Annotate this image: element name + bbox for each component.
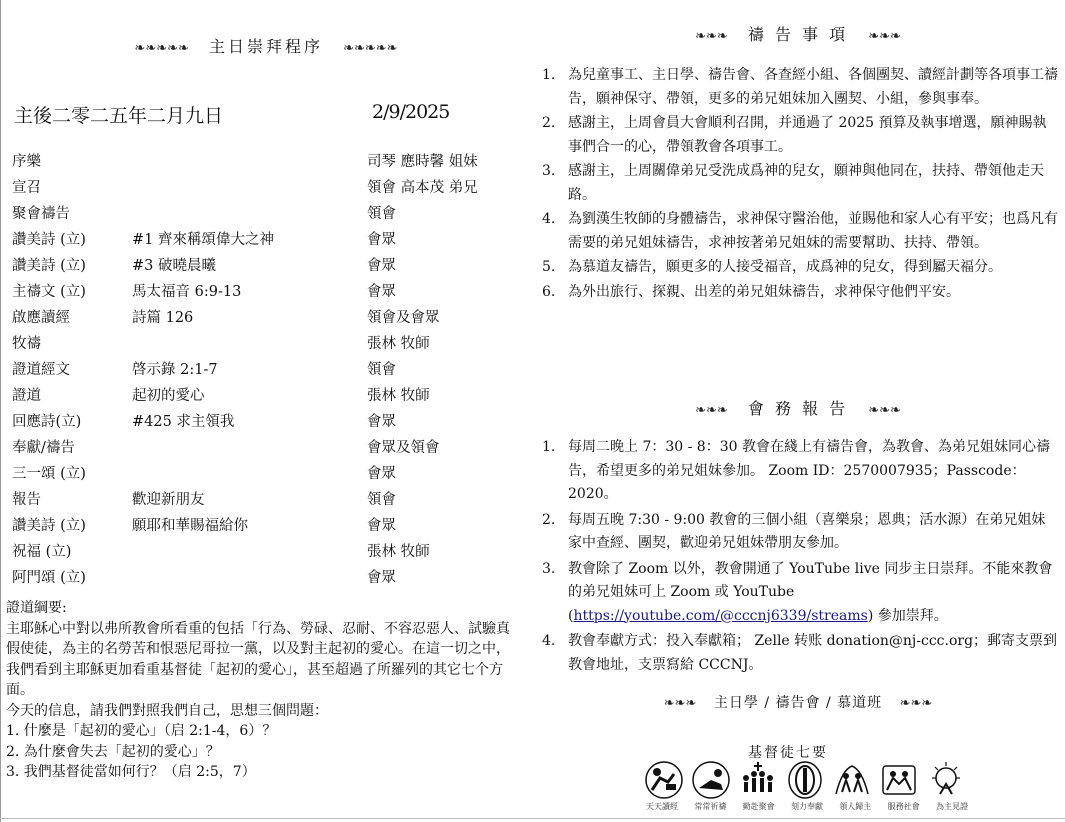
prayer-title bbox=[538, 22, 1058, 45]
program-row bbox=[12, 514, 522, 540]
prayer-list bbox=[538, 64, 1058, 305]
program-person: 領會 bbox=[367, 362, 396, 378]
program-person: 領會 bbox=[367, 492, 396, 508]
prayer-icon bbox=[691, 760, 731, 800]
program-list bbox=[12, 150, 522, 592]
prayer-item bbox=[538, 208, 1058, 255]
item-text: 感謝主，上周關偉弟兄受洗成爲神的兒女，願神與他同在，扶持、帶領他走天路。 bbox=[568, 163, 1044, 203]
program-row bbox=[12, 384, 522, 410]
program-person: 會眾 bbox=[367, 466, 396, 482]
program-item: 讚美詩 (立) bbox=[12, 232, 86, 248]
prayer-title-text: 禱 告 事 項 bbox=[747, 25, 849, 44]
program-person: 會眾 bbox=[367, 570, 396, 586]
ornament-left: ❧❧❧ bbox=[663, 696, 697, 711]
item-text: 為慕道友禱告，願更多的人接受福音，成爲神的兒女，得到屬天福分。 bbox=[568, 259, 1002, 275]
item-text: 為劉漢生牧師的身體禱告，求神保守醫治他，並賜他和家人心有平安；也爲凡有需要的弟兄姐妹禱告，求神按著弟兄姐妹的需要幫助、扶持、帶領。 bbox=[568, 211, 1058, 251]
item-text: 教會除了 Zoom 以外，教會開通了 YouTube live 同步主日崇拜。不能來教會的弟兄姐妹可上 Zoom 或 YouTube ( bbox=[568, 560, 1053, 624]
item-text: ) 參加崇拜。 bbox=[867, 607, 948, 624]
program-person: 會眾 bbox=[367, 518, 396, 534]
service-date bbox=[14, 101, 514, 127]
program-row bbox=[12, 306, 522, 332]
seven-essentials-title: 基督徒七要 bbox=[748, 745, 828, 761]
program-detail: #1 齊來稱頌偉大之神 bbox=[132, 232, 274, 248]
program-row bbox=[12, 202, 522, 228]
program-detail: #425 求主領我 bbox=[132, 414, 235, 430]
program-person: 會眾 bbox=[367, 284, 396, 300]
caption: 刻力奉獻 bbox=[790, 802, 823, 811]
worship-program-panel bbox=[6, 0, 526, 822]
program-item: 聚會禱告 bbox=[12, 206, 70, 222]
item-text: 為外出旅行、探親、出差的弟兄姐妹禱告，求神保守他們平安。 bbox=[568, 283, 960, 300]
item-number: 3. bbox=[542, 560, 556, 577]
item-number: 2. bbox=[542, 115, 556, 131]
program-item: 三一頌 (立) bbox=[12, 466, 86, 482]
church-news-item bbox=[538, 630, 1058, 677]
program-person: 領會及會眾 bbox=[367, 310, 440, 326]
program-row bbox=[12, 540, 522, 566]
item-text: 為兒童事工、主日學、禱告會、各查經小組、各個團契、讀經計劃等各項事工禱告，願神保守、帶領，更多的弟兄姐妹加入團契、小組，參與事奉。 bbox=[568, 67, 1058, 107]
caption: 勤赴聚會 bbox=[742, 802, 775, 811]
church-news-item bbox=[538, 558, 1058, 629]
youtube-link[interactable]: https://youtube.com/@cccnj6339/streams bbox=[573, 607, 868, 624]
caption: 領人歸主 bbox=[839, 802, 872, 811]
item-number: 2. bbox=[542, 511, 556, 528]
program-item: 回應詩(立) bbox=[12, 414, 82, 430]
program-detail: #3 破曉晨曦 bbox=[132, 258, 216, 274]
caption: 為主見證 bbox=[935, 802, 968, 811]
ornament-right: ❧❧❧❧❧ bbox=[343, 41, 398, 56]
program-person: 張林 牧師 bbox=[367, 336, 430, 352]
ornament-left: ❧❧❧ bbox=[695, 29, 728, 44]
witness-icon bbox=[926, 760, 966, 800]
program-row bbox=[12, 488, 522, 514]
date-numeric: 2/9/2025 bbox=[372, 101, 450, 123]
prayer-item bbox=[538, 160, 1058, 207]
item-text: 感謝主，上周會員大會順利召開，并通過了 2025 預算及執事增選，願神賜執事們合一的心，帶領教會各項事工。 bbox=[568, 115, 1047, 155]
caption: 服務社會 bbox=[887, 802, 920, 811]
program-person: 會眾 bbox=[367, 414, 396, 430]
sermon-outline bbox=[6, 598, 518, 783]
program-detail: 詩篇 126 bbox=[132, 310, 194, 326]
program-title bbox=[6, 34, 526, 57]
item-text: 每周二晚上 7：30 - 8：30 教會在綫上有禱告會，為教會、為弟兄姐妹同心禱告，希望更多的弟兄姐妹參加。 Zoom ID：2570007935；Passcode：2020。 bbox=[568, 439, 1050, 502]
sermon-heading: 證道綱要: bbox=[6, 600, 67, 616]
sunday-school-title-text: 主日學 / 禱告會 / 慕道班 bbox=[713, 695, 883, 711]
service-society-icon bbox=[879, 760, 919, 800]
program-detail: 起初的愛心 bbox=[132, 388, 205, 404]
sermon-intro: 今天的信息，請我們對照我們自己，思想三個問題： bbox=[6, 702, 328, 719]
prayer-item bbox=[538, 112, 1058, 159]
program-person: 領會 高本茂 弟兄 bbox=[367, 180, 478, 196]
program-row bbox=[12, 254, 522, 280]
program-detail: 啓示錄 2:1-7 bbox=[132, 362, 218, 378]
program-person: 會眾及領會 bbox=[367, 440, 440, 456]
program-person: 張林 牧師 bbox=[367, 544, 430, 560]
program-item: 報告 bbox=[12, 492, 41, 508]
item-number: 5. bbox=[542, 259, 556, 275]
program-item: 奉獻/禱告 bbox=[12, 440, 75, 456]
program-person: 司琴 應時馨 姐妹 bbox=[367, 154, 478, 170]
church-news-title bbox=[538, 396, 1058, 419]
item-text: 教會奉獻方式：投入奉獻箱； Zelle 转账 donation@nj-ccc.org；郵寄支票到教會地址，支票寫給 CCCNJ。 bbox=[568, 633, 1058, 673]
evangelism-icon bbox=[832, 760, 872, 800]
page-border bbox=[0, 0, 1, 822]
program-item: 阿門頌 (立) bbox=[12, 570, 86, 586]
church-news-item bbox=[538, 509, 1058, 556]
ornament-left: ❧❧❧ bbox=[695, 403, 728, 418]
sermon-paragraph: 主耶穌心中對以弗所教會所看重的包括「行為、勞碌、忍耐、不容忍惡人、試驗真假使徒，為主的名勞苦和恨惡尼哥拉一黨，以及對主起初的愛心。在這一切之中，我們看到主耶穌更加看重基督徒「起初的愛心」，甚至超過了所羅列的其它七个方面。 bbox=[6, 620, 510, 698]
ornament-left: ❧❧❧❧❧ bbox=[134, 41, 189, 56]
caption: 常常祈禱 bbox=[694, 802, 727, 811]
program-item: 宣召 bbox=[12, 180, 41, 196]
item-number: 3. bbox=[542, 163, 556, 179]
church-news-list bbox=[538, 436, 1058, 679]
ornament-right: ❧❧❧ bbox=[868, 29, 901, 44]
program-row bbox=[12, 280, 522, 306]
program-person: 會眾 bbox=[367, 258, 396, 274]
seven-essentials-captions bbox=[646, 801, 968, 812]
program-item: 讚美詩 (立) bbox=[12, 518, 86, 534]
sunday-school-title bbox=[538, 692, 1058, 712]
church-news-title-text: 會 務 報 告 bbox=[747, 399, 849, 418]
sermon-question: 2. 為什麼會失去「起初的愛心」？ bbox=[6, 743, 220, 760]
program-item: 啟應讀經 bbox=[12, 310, 70, 326]
sermon-question: 1. 什麼是「起初的愛心」（启 2:1-4，6）？ bbox=[6, 723, 277, 739]
ornament-right: ❧❧❧ bbox=[868, 403, 901, 418]
program-row bbox=[12, 358, 522, 384]
program-row bbox=[12, 332, 522, 358]
sermon-question: 3. 我們基督徒當如何行？（启 2:5，7） bbox=[6, 764, 256, 780]
seven-essentials-icons bbox=[644, 760, 966, 804]
program-detail: 馬太福音 6:9-13 bbox=[132, 284, 242, 300]
item-number: 1. bbox=[542, 67, 556, 83]
announcements-panel bbox=[538, 0, 1058, 822]
program-row bbox=[12, 462, 522, 488]
program-person: 領會 bbox=[367, 206, 396, 222]
program-item: 序樂 bbox=[12, 154, 41, 170]
church-news-item bbox=[538, 436, 1058, 507]
program-row bbox=[12, 228, 522, 254]
program-detail: 願耶和華賜福給你 bbox=[132, 518, 248, 534]
program-person: 會眾 bbox=[367, 232, 396, 248]
prayer-item bbox=[538, 64, 1058, 111]
date-chinese: 主後二零二五年二月九日 bbox=[14, 105, 224, 127]
program-detail: 歡迎新朋友 bbox=[132, 492, 205, 508]
item-number: 4. bbox=[542, 633, 556, 649]
program-item: 證道經文 bbox=[12, 362, 70, 378]
prayer-item bbox=[538, 281, 1058, 305]
program-title-text: 主日崇拜程序 bbox=[208, 37, 323, 56]
program-row bbox=[12, 566, 522, 592]
program-person: 張林 牧師 bbox=[367, 388, 430, 404]
program-item: 證道 bbox=[12, 388, 41, 404]
program-row bbox=[12, 436, 522, 462]
program-row bbox=[12, 150, 522, 176]
item-number: 1. bbox=[542, 439, 556, 455]
offering-icon bbox=[785, 760, 825, 800]
program-row bbox=[12, 410, 522, 436]
program-item: 牧禱 bbox=[12, 336, 41, 352]
program-row bbox=[12, 176, 522, 202]
prayer-item bbox=[538, 256, 1058, 280]
item-text: 每周五晚 7:30 - 9:00 教會的三個小組（喜樂泉；恩典；活水源）在弟兄姐妹家中查經、團契，歡迎弟兄姐妹帶朋友參加。 bbox=[568, 511, 1046, 551]
bible-reading-icon bbox=[644, 760, 684, 800]
item-number: 4. bbox=[542, 211, 556, 227]
item-number: 6. bbox=[542, 283, 556, 300]
program-item: 讚美詩 (立) bbox=[12, 258, 86, 274]
ornament-right: ❧❧❧ bbox=[899, 696, 933, 711]
caption: 天天讀經 bbox=[646, 802, 678, 811]
program-item: 主禱文 (立) bbox=[12, 284, 86, 300]
program-item: 祝福 (立) bbox=[12, 544, 72, 560]
worship-gathering-icon bbox=[738, 760, 778, 800]
